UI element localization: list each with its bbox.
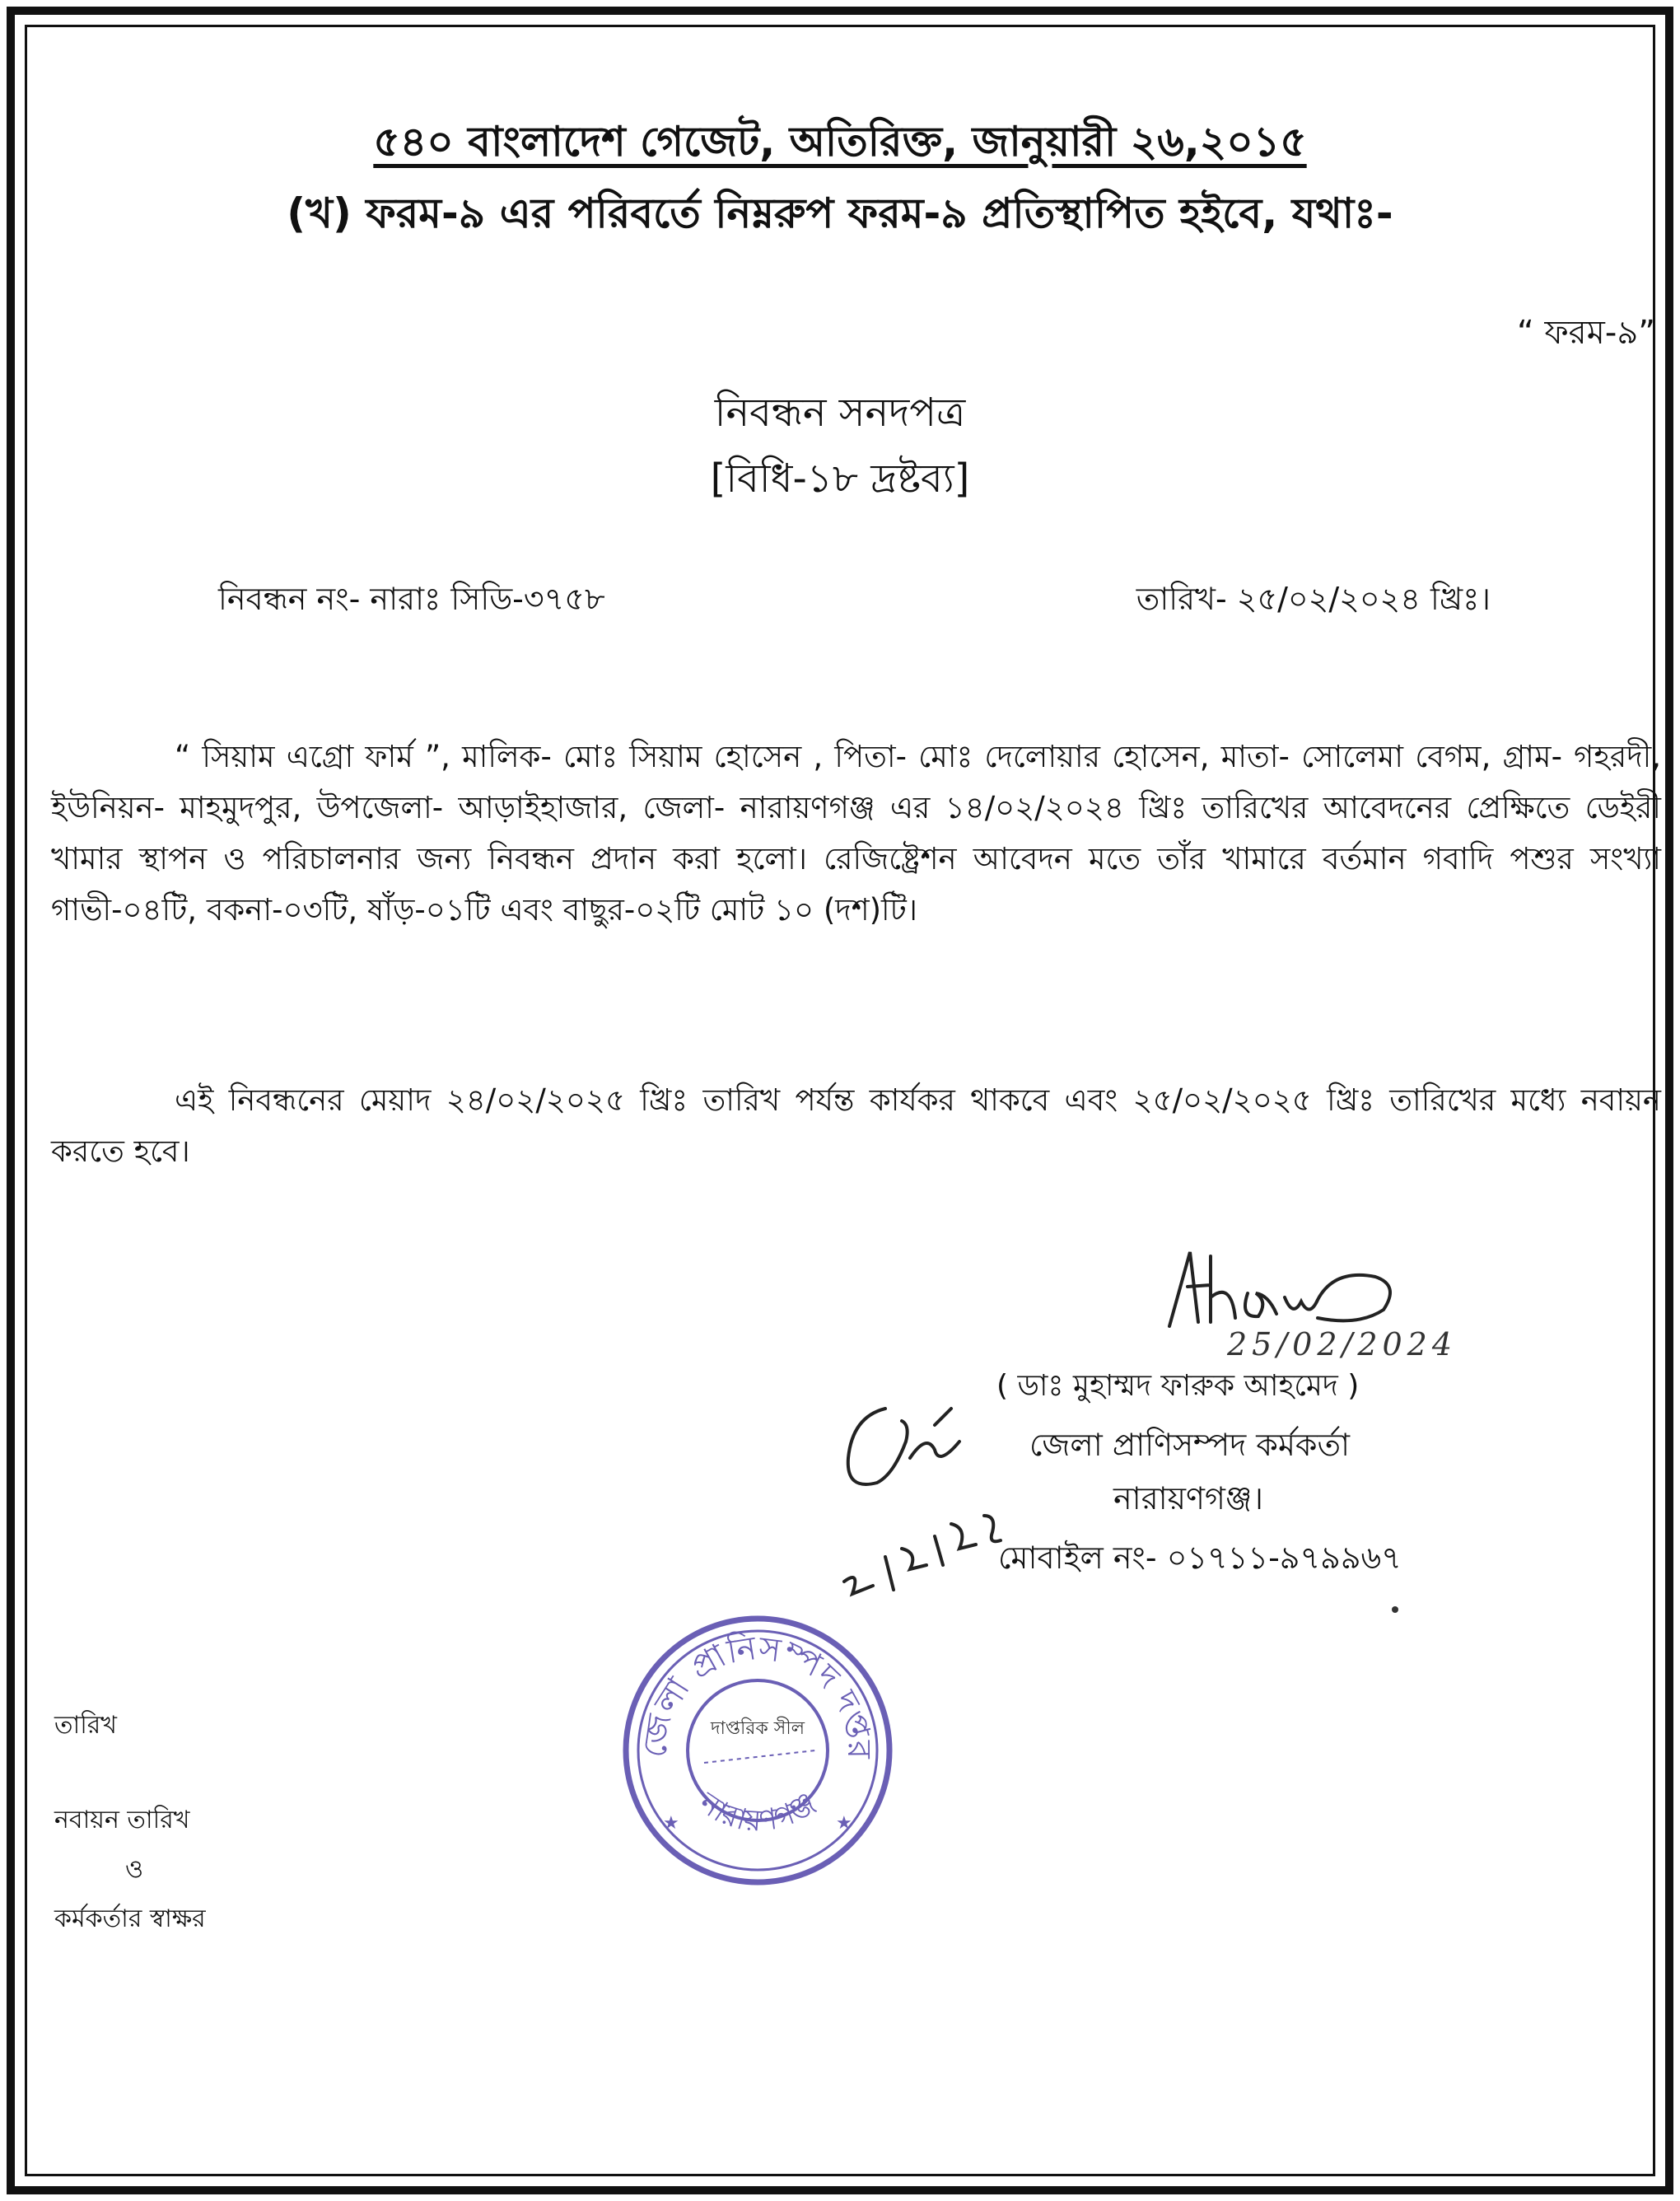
validity-paragraph: এই নিবন্ধনের মেয়াদ ২৪/০২/২০২৫ খ্রিঃ তারিখ পর্যন্ত কার্যকর থাকবে এবং ২৫/০২/২০২৫ খ্রিঃ তারিখের মধ্যে নবায়ন করতে হবে।	[51, 1082, 1661, 1169]
form-number-label: “ ফরম-৯”	[1517, 314, 1655, 352]
registration-paragraph: “ সিয়াম এগ্রো ফার্ম ”, মালিক- মোঃ সিয়াম হোসেন , পিতা- মোঃ দেলোয়ার হোসেন, মাতা- সোলেমা বেগম, গ্রাম- গহরদী, ইউনিয়ন- মাহমুদপুর, উপজেলা- আড়াইহাজার, জেলা- নারায়ণগঞ্জ এর ১৪/০২/২০২৪ খ্রিঃ তারিখের আবেদনের প্রেক্ষিতে ডেইরী খামার স্থাপন ও পরিচালনার জন্য নিবন্ধন প্রদান করা হলো। রেজিষ্ট্রেশন আবেদন মতে তাঁর খামারে বর্তমান গবাদি পশুর সংখ্যা গাভী-০৪টি, বকনা-০৩টি, ষাঁড়-০১টি এবং বাছুর-০২টি মোট ১০ (দশ)টি।	[51, 739, 1661, 928]
footer-and-label: ও	[125, 1855, 144, 1884]
footer-renewal-date-label: নবায়ন তারিখ	[54, 1806, 190, 1834]
footer-officer-signature-label: কর্মকর্তার স্বাক্ষর	[54, 1904, 206, 1933]
ink-dot	[1392, 1606, 1398, 1613]
issue-date: তারিখ- ২৫/০২/২০২৪ খ্রিঃ।	[1136, 581, 1491, 617]
seal-star-icon: ★	[836, 1813, 852, 1834]
seal-center-text: দাপ্তরিক সীল	[710, 1718, 805, 1739]
secondary-signature-initial	[828, 1392, 1058, 1606]
officer-district: নারায়ণগঞ্জ।	[1113, 1480, 1263, 1516]
officer-mobile: মোবাইল নং- ০১৭১১-৯৭৯৯৬৭	[998, 1540, 1402, 1576]
registration-number: নিবন্ধন নং- নারাঃ সিডি-৩৭৫৮	[218, 581, 605, 617]
officer-title: জেলা প্রাণিসম্পদ কর্মকর্তা	[1029, 1427, 1351, 1463]
seal-ring-top-text: জেলা প্রানিসম্পদ দপ্তর	[635, 1629, 879, 1760]
official-seal	[618, 1610, 898, 1890]
rule-reference: [বিধি-১৮ দ্রষ্টব্য]	[710, 456, 970, 502]
seal-star-icon: ★	[663, 1813, 679, 1834]
footer-date-label: তারিখ	[54, 1711, 117, 1740]
signature-handwritten-date: 25/02/2024	[1227, 1326, 1458, 1362]
officer-name: ( ডাঃ মুহাম্মদ ফারুক আহমেদ )	[996, 1369, 1360, 1403]
certificate-title: নিবন্ধন সনদপত্র	[714, 390, 966, 436]
seal-ring-bottom-text: নারায়ণগঞ্জ	[693, 1786, 823, 1839]
form-replacement-heading: (খ) ফরম-৯ এর পরিবর্তে নিম্নরুপ ফরম-৯ প্রতিস্থাপিত হইবে, যথাঃ-	[287, 189, 1393, 237]
gazette-header: ৫৪০ বাংলাদেশ গেজেট, অতিরিক্ত, জানুয়ারী ২৬,২০১৫	[373, 118, 1307, 166]
